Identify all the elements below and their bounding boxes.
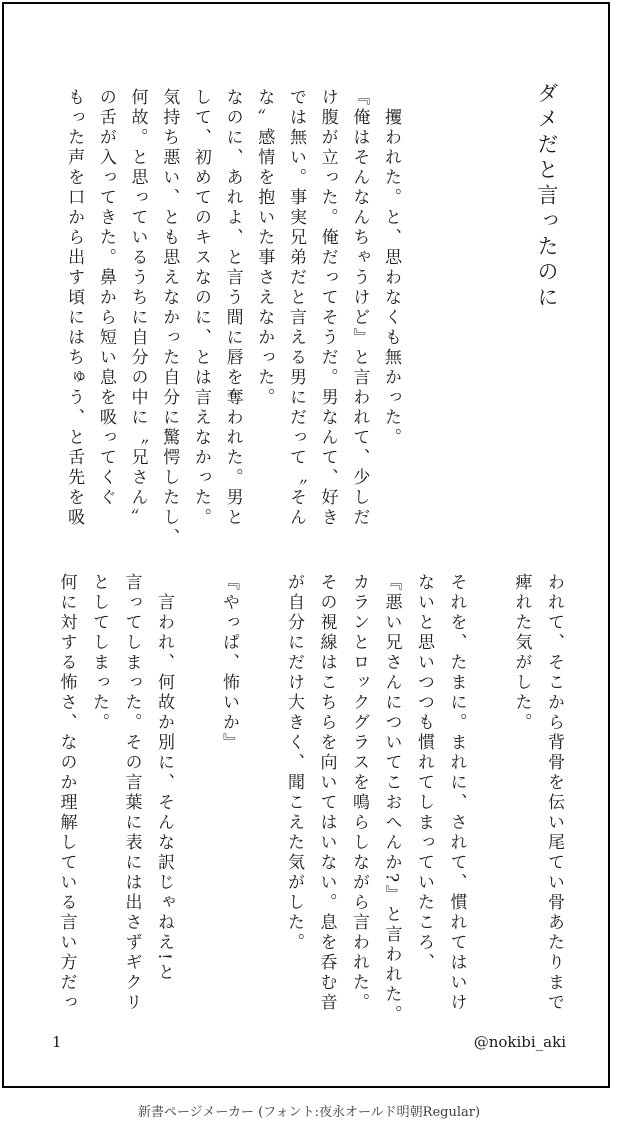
text-column: な〟感情を抱いた事さえなかった。 — [254, 88, 275, 408]
text-column: して、初めてのキスなのに、とは言えなかった。 — [190, 88, 211, 528]
text-column: が自分にだけ大きく、聞こえた気がした。 — [284, 573, 304, 953]
text-column: 『悪い兄さんについてこおへんか?』と言われた。 — [381, 573, 402, 1026]
text-column: 何に対する怖さ、なのか理解している言い方だっ — [56, 573, 77, 1013]
text-column: 『やっぱ、怖いか』 — [219, 573, 239, 753]
text-block-bottom — [50, 573, 570, 1048]
text-column: 気持ち悪い、とも思えなかった自分に驚愕したし、 — [159, 88, 180, 548]
text-column: その視線はこちらを向いてはいない。息を呑む音 — [316, 573, 337, 1013]
text-block-top — [57, 88, 406, 563]
page-number: 1 — [52, 1033, 62, 1051]
text-column: それを、たまに。まれに、されて、慣れてはいけ — [446, 573, 467, 1013]
text-column-empty — [473, 573, 506, 1048]
text-column: 『俺はそんなんちゃうけど』と言われて、少しだ — [349, 88, 370, 528]
text-column: なのに、あれよ、と言う間に唇を奪われた。男と — [222, 88, 243, 528]
text-column: 言ってしまった。その言葉に表には出さずギクリ — [121, 573, 142, 1013]
page-title: ダメだと言ったのに — [535, 82, 559, 312]
author-handle: @nokibi_aki — [473, 1033, 566, 1051]
text-column-empty — [180, 573, 213, 1048]
text-column: としてしまった。 — [89, 573, 109, 733]
text-column: 攫われた。と、思わなくも無かった。 — [381, 88, 401, 448]
generator-caption: 新書ページメーカー (フォント:夜永オールド明朝Regular) — [137, 1105, 481, 1120]
text-column: われて、そこから背骨を伝い尾てい骨あたりまで — [544, 573, 564, 1013]
text-column: 何故。と思っているうちに自分の中に〝兄さん〟 — [127, 88, 148, 528]
text-column: の舌が入ってきた。鼻から短い息を吸ってくぐ — [95, 88, 116, 508]
text-column: カランとロックグラスを鳴らしながら言われた。 — [349, 573, 369, 1013]
text-column: では無い。事実兄弟だと言える男にだって〝そん — [285, 88, 306, 528]
text-column: ないと思いつつも慣れてしまっていたころ、 — [414, 573, 434, 973]
text-column: もった声を口から出す頃にはちゅう、と舌先を吸 — [64, 88, 85, 528]
text-column: 痺れた気がした。 — [511, 573, 532, 733]
text-column: け腹が立った。俺だってそうだ。男なんて、好き — [317, 88, 338, 528]
text-column: 言われ、何故か別に、そんな訳じゃねえ!と — [154, 573, 174, 983]
text-column-empty — [245, 573, 278, 1048]
